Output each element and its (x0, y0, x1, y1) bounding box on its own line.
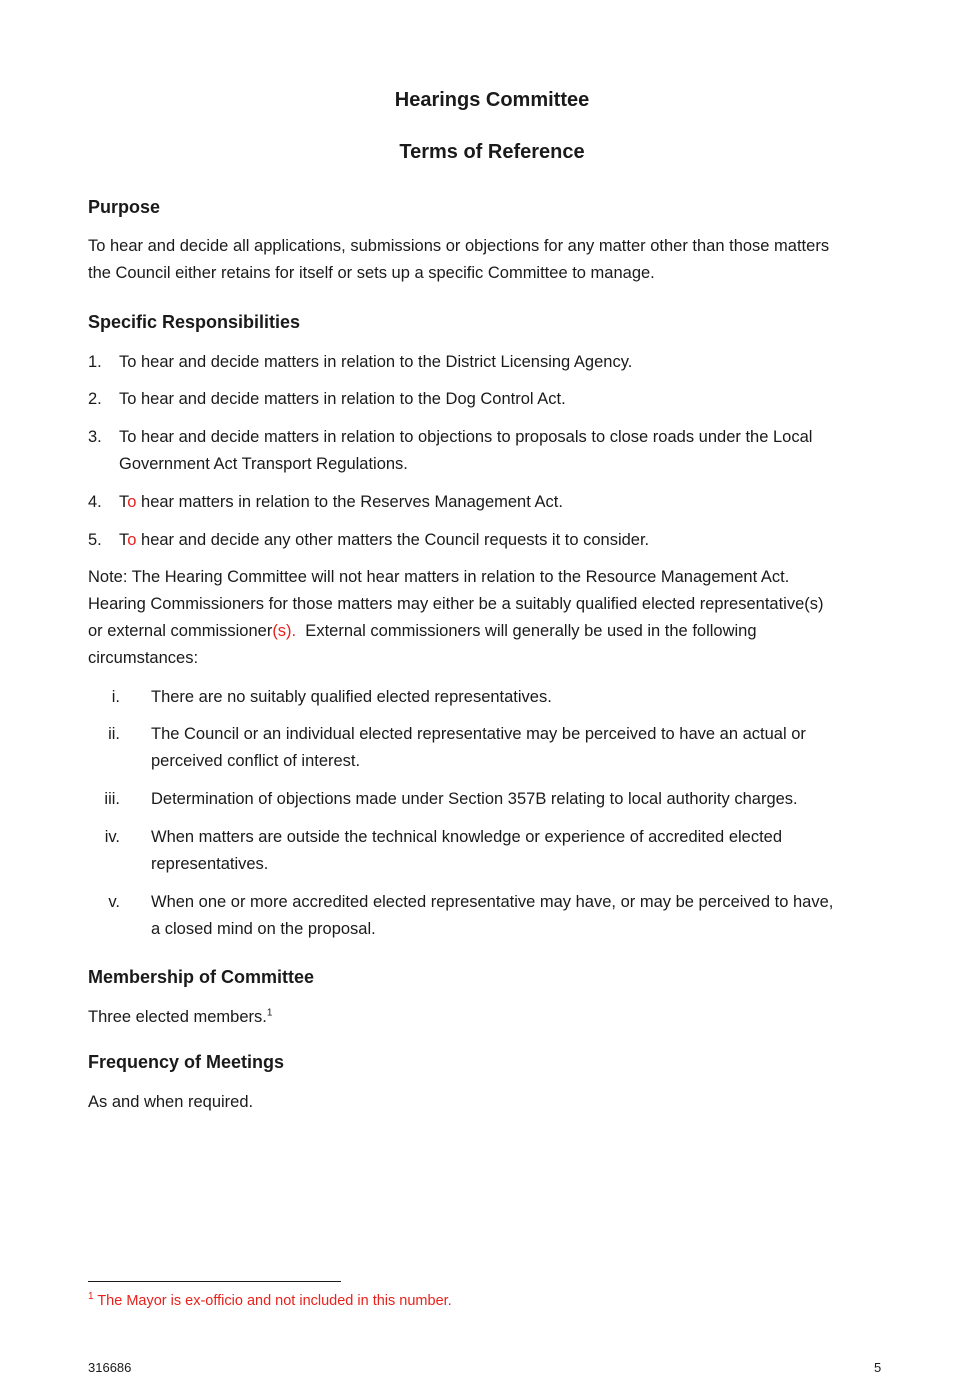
list-item-prefix: T (119, 493, 128, 511)
note-line-4: circumstances: (88, 649, 199, 667)
list-item-line-2: perceived conflict of interest. (151, 752, 361, 770)
list-item-text: There are no suitably qualified elected representatives. (151, 688, 552, 706)
frequency-heading: Frequency of Meetings (88, 1052, 285, 1072)
list-item-text (151, 889, 896, 943)
membership-value: Three elected members. (88, 1008, 267, 1026)
footnote-separator (88, 1281, 341, 1282)
page-number: 5 (874, 1360, 882, 1375)
membership-text (88, 1004, 908, 1031)
list-item-line-1: When one or more accredited elected representative may have, or may be perceived to have, (151, 893, 834, 911)
purpose-line-2: the Council either retains for itself or sets up a specific Committee to manage. (88, 264, 655, 282)
footnote (88, 1293, 452, 1309)
list-item-rest: hear and decide any other matters the Council requests it to consider. (136, 531, 650, 549)
list-item-number: 5. (88, 531, 102, 549)
footnote-marker: 1 (88, 1291, 94, 1303)
list-item-text: Determination of objections made under Section 357B relating to local authority charges. (151, 790, 798, 808)
list-item-line-2: Government Act Transport Regulations. (119, 455, 408, 473)
list-item-text (151, 721, 896, 775)
note-line-3 (88, 618, 908, 645)
list-item-number: iv. (104, 828, 120, 846)
list-item-text (119, 527, 889, 554)
document-subtitle: Terms of Reference (399, 141, 585, 163)
list-item-line-2: representatives. (151, 855, 269, 873)
list-item-number: 1. (88, 353, 102, 371)
purpose-text (88, 233, 908, 287)
tracked-change-text: o (127, 493, 137, 511)
note-line-2: Hearing Commissioners for those matters may either be a suitably qualified elected representative(s) (88, 595, 824, 613)
list-item-line-1: When matters are outside the technical knowledge or experience of accredited elected (151, 828, 783, 846)
list-item-number: i. (111, 688, 120, 706)
document-number: 316686 (88, 1360, 132, 1375)
list-item-number: ii. (108, 725, 120, 743)
purpose-heading: Purpose (88, 197, 161, 217)
note-line-1: Note: The Hearing Committee will not hear matters in relation to the Resource Management Act. (88, 568, 790, 586)
note-text: or external commissioner (88, 622, 273, 640)
list-item-text: To hear and decide matters in relation to the Dog Control Act. (119, 390, 566, 408)
footnote-reference[interactable]: 1 (266, 1007, 273, 1019)
list-item-line-1: The Council or an individual elected representative may be perceived to have an actual or (151, 725, 806, 743)
list-item-line-2: a closed mind on the proposal. (151, 920, 376, 938)
tracked-change-text: (s). (272, 622, 297, 640)
membership-heading: Membership of Committee (88, 967, 315, 987)
list-item-number: 2. (88, 390, 102, 408)
note-paragraph (88, 564, 908, 672)
list-item-rest: hear matters in relation to the Reserves Management Act. (136, 493, 563, 511)
responsibilities-heading: Specific Responsibilities (88, 312, 301, 332)
list-item-text (119, 489, 889, 516)
tracked-change-text: o (127, 531, 137, 549)
list-item-line-1: To hear and decide matters in relation to objections to proposals to close roads under the Local (119, 428, 813, 446)
list-item-text: To hear and decide matters in relation to the District Licensing Agency. (119, 353, 633, 371)
list-item-text (151, 824, 896, 878)
list-item-text (119, 424, 889, 478)
list-item-number: 4. (88, 493, 102, 511)
frequency-text: As and when required. (88, 1093, 254, 1111)
list-item-number: 3. (88, 428, 102, 446)
footnote-text: The Mayor is ex-officio and not included in this number. (93, 1293, 452, 1309)
list-item-prefix: T (119, 531, 128, 549)
document-title: Hearings Committee (394, 89, 590, 111)
list-item-number: v. (108, 893, 120, 911)
purpose-line-1: To hear and decide all applications, submissions or objections for any matter other than those matters (88, 237, 830, 255)
note-text: External commissioners will generally be used in the following (296, 622, 757, 640)
list-item-number: iii. (104, 790, 120, 808)
